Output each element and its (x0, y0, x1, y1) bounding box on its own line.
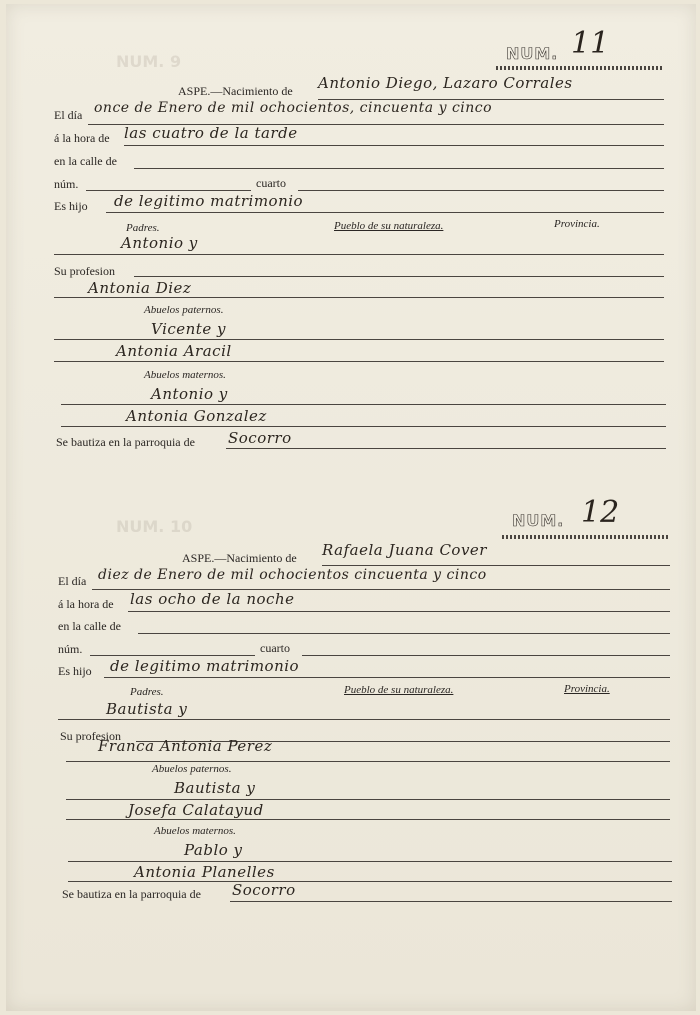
dia-value: once de Enero de mil ochocientos, cincuenta y cinco (94, 100, 493, 116)
entry-number-value: 12 (581, 495, 620, 530)
calle-label: en la calle de (54, 154, 117, 168)
abuelo-paterno-2: Josefa Calatayud (128, 801, 264, 819)
cuarto-label: cuarto (256, 176, 286, 190)
abuelo-materno-2: Antonia Planelles (134, 863, 275, 881)
register-page (6, 4, 696, 1011)
parroquia-label: Se bautiza en la parroquia de (56, 435, 195, 449)
num-field-label: núm. (58, 642, 83, 656)
num-label: NUM. (512, 511, 565, 530)
padres-value: Antonio y (121, 234, 198, 252)
abuelo-materno-2: Antonia Gonzalez (126, 407, 267, 425)
number-underline (502, 535, 670, 539)
abuelo-materno-1: Pablo y (184, 841, 243, 859)
num-label: NUM. (506, 44, 559, 63)
abuelo-paterno-2: Antonia Aracil (116, 342, 232, 360)
dia-label: El día (54, 108, 83, 122)
padres-label: Padres. (126, 222, 160, 234)
profesion-label: Su profesion (60, 729, 121, 743)
num-field-label: núm. (54, 177, 79, 191)
pueblo-label: Pueblo de su naturaleza. (334, 220, 444, 232)
provincia-label: Provincia. (554, 218, 600, 230)
abuelo-paterno-1: Vicente y (151, 320, 226, 338)
es-hijo-value: de legitimo matrimonio (114, 192, 304, 210)
padres-value: Bautista y (106, 700, 188, 718)
nacimiento-label: ASPE.—Nacimiento de (182, 551, 297, 565)
profesion-value: Franca Antonia Perez (98, 737, 273, 755)
nacimiento-label: ASPE.—Nacimiento de (178, 84, 293, 98)
profesion-label: Su profesion (54, 264, 115, 278)
abuelos-paternos-label: Abuelos paternos. (144, 304, 224, 316)
nacimiento-value: Rafaela Juana Cover (322, 541, 487, 559)
abuelos-maternos-label: Abuelos maternos. (144, 369, 226, 381)
es-hijo-label: Es hijo (58, 664, 92, 678)
pueblo-label: Pueblo de su naturaleza. (344, 684, 454, 696)
hora-value: las cuatro de la tarde (124, 124, 298, 142)
number-underline (496, 66, 664, 70)
bleed-through-mark: NUM. 9 (116, 52, 182, 71)
parroquia-value: Socorro (232, 881, 296, 899)
abuelos-maternos-label: Abuelos maternos. (154, 825, 236, 837)
entry-number-value: 11 (571, 26, 610, 61)
hora-label: á la hora de (58, 597, 114, 611)
calle-label: en la calle de (58, 619, 121, 633)
es-hijo-value: de legitimo matrimonio (110, 657, 300, 675)
parroquia-label: Se bautiza en la parroquia de (62, 887, 201, 901)
provincia-label: Provincia. (564, 683, 610, 695)
dia-label: El día (58, 574, 87, 588)
padres-label: Padres. (130, 686, 164, 698)
cuarto-label: cuarto (260, 641, 290, 655)
hora-label: á la hora de (54, 131, 110, 145)
abuelo-paterno-1: Bautista y (174, 779, 256, 797)
profesion-value: Antonia Diez (88, 279, 192, 297)
es-hijo-label: Es hijo (54, 199, 88, 213)
abuelo-materno-1: Antonio y (151, 385, 228, 403)
nacimiento-value: Antonio Diego, Lazaro Corrales (318, 74, 573, 92)
hora-value: las ocho de la noche (130, 590, 295, 608)
bleed-through-mark: NUM. 10 (116, 517, 193, 536)
abuelos-paternos-label: Abuelos paternos. (152, 763, 232, 775)
dia-value: diez de Enero de mil ochocientos cincuenta y cinco (98, 567, 487, 583)
parroquia-value: Socorro (228, 429, 292, 447)
